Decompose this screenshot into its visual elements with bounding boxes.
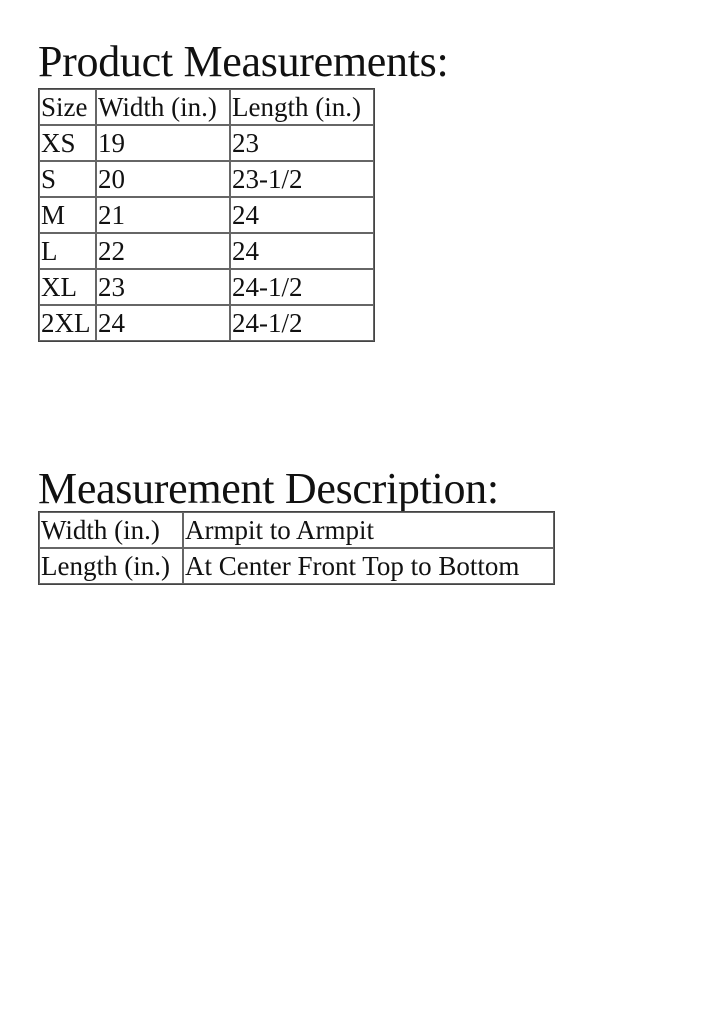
measurement-description-heading: Measurement Description: [38,464,499,513]
measurements-table [38,88,375,342]
width-cell: 20 [96,161,230,197]
definition-cell: Armpit to Armpit [183,512,554,548]
width-cell: 21 [96,197,230,233]
size-cell: 2XL [39,305,96,341]
table-row [39,125,374,161]
table-header-row [39,89,374,125]
length-cell: 24 [230,197,374,233]
table-row [39,161,374,197]
header-length: Length (in.) [230,89,374,125]
length-cell: 23 [230,125,374,161]
size-cell: L [39,233,96,269]
table-row [39,197,374,233]
size-cell: XS [39,125,96,161]
definition-cell: At Center Front Top to Bottom [183,548,554,584]
table-row [39,548,554,584]
size-cell: S [39,161,96,197]
length-cell: 24 [230,233,374,269]
width-cell: 24 [96,305,230,341]
description-table [38,511,555,585]
header-size: Size [39,89,96,125]
width-cell: 23 [96,269,230,305]
table-row [39,233,374,269]
product-measurements-heading: Product Measurements: [38,37,449,86]
header-width: Width (in.) [96,89,230,125]
length-cell: 24-1/2 [230,269,374,305]
table-row [39,305,374,341]
size-cell: XL [39,269,96,305]
table-row [39,512,554,548]
term-cell: Width (in.) [39,512,183,548]
width-cell: 22 [96,233,230,269]
table-row [39,269,374,305]
term-cell: Length (in.) [39,548,183,584]
length-cell: 23-1/2 [230,161,374,197]
length-cell: 24-1/2 [230,305,374,341]
size-cell: M [39,197,96,233]
width-cell: 19 [96,125,230,161]
